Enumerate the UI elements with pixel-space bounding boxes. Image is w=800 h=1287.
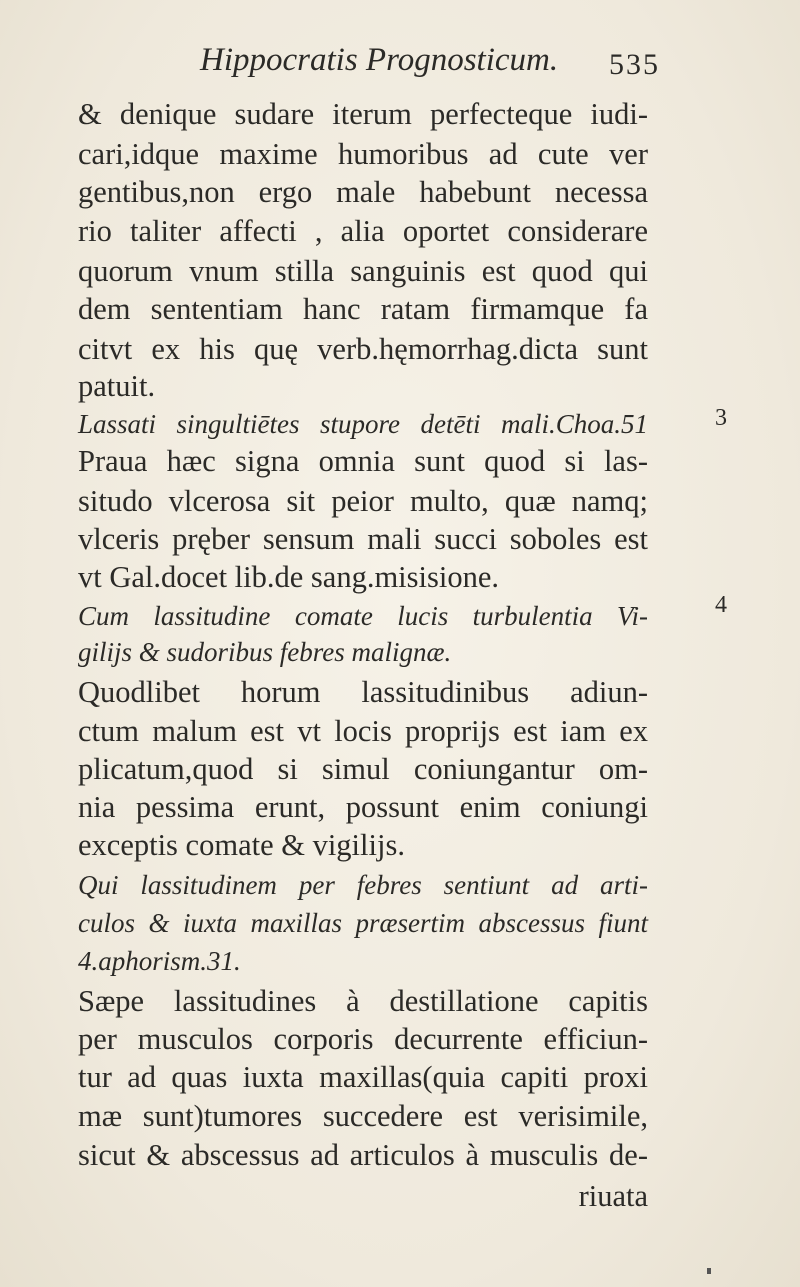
text-line: vt Gal.docet lib.de sang.misisione. [78,560,499,594]
text-line: per musculos corporis decurrente efficiun- [78,1022,648,1056]
margin-section-number: 4 [715,592,727,618]
text-line: Praua hæc signa omnia sunt quod si las- [78,444,648,478]
text-line: rio taliter affecti , alia oportet considerare [78,214,648,248]
text-line: & denique sudare iterum perfecteque iudi- [78,97,648,131]
text-line: dem sententiam hanc ratam firmamque fa [78,292,648,326]
page-number: 535 [609,48,660,81]
text-line: sicut & abscessus ad articulos à musculis de- [78,1138,648,1172]
text-line: quorum vnum stilla sanguinis est quod qui [78,254,648,288]
print-mark [707,1268,711,1274]
text-line: patuit. [78,369,156,403]
text-line: gentibus,non ergo male habebunt necessa [78,175,648,209]
text-line: situdo vlcerosa sit peior multo, quæ namq; [78,484,648,518]
text-line: plicatum,quod si simul coniungantur om- [78,752,648,786]
text-line: Lassati singultiētes stupore detēti mali.Choa.51 [78,409,648,439]
text-line: 4.aphorism.31. [78,946,241,976]
text-line: gilijs & sudoribus febres malignæ. [78,637,452,667]
text-line: Cum lassitudine comate lucis turbulentia Vi- [78,601,648,631]
text-line: riuata [578,1179,648,1213]
text-line: Sæpe lassitudines à destillatione capitis [78,984,648,1018]
text-line: cari,idque maxime humoribus ad cute ver [78,137,648,171]
text-line: culos & iuxta maxillas præsertim abscessus fiunt [78,908,648,938]
text-line: Qui lassitudinem per febres sentiunt ad arti- [78,870,648,900]
text-line: Quodlibet horum lassitudinibus adiun- [78,675,648,709]
text-line: vlceris pręber sensum mali succi soboles est [78,522,648,556]
page-header [200,42,660,92]
text-line: ctum malum est vt locis proprijs est iam ex [78,714,648,748]
text-line: nia pessima erunt, possunt enim coniungi [78,790,648,824]
text-line: tur ad quas iuxta maxillas(quia capiti proxi [78,1060,648,1094]
text-line: citvt ex his quę verb.hęmorrhag.dicta sunt [78,332,648,366]
margin-section-number: 3 [715,405,727,431]
running-title: Hippocratis Prognosticum. [200,42,559,78]
text-line: exceptis comate & vigilijs. [78,828,405,862]
text-line: mæ sunt)tumores succedere est verisimile, [78,1099,648,1133]
